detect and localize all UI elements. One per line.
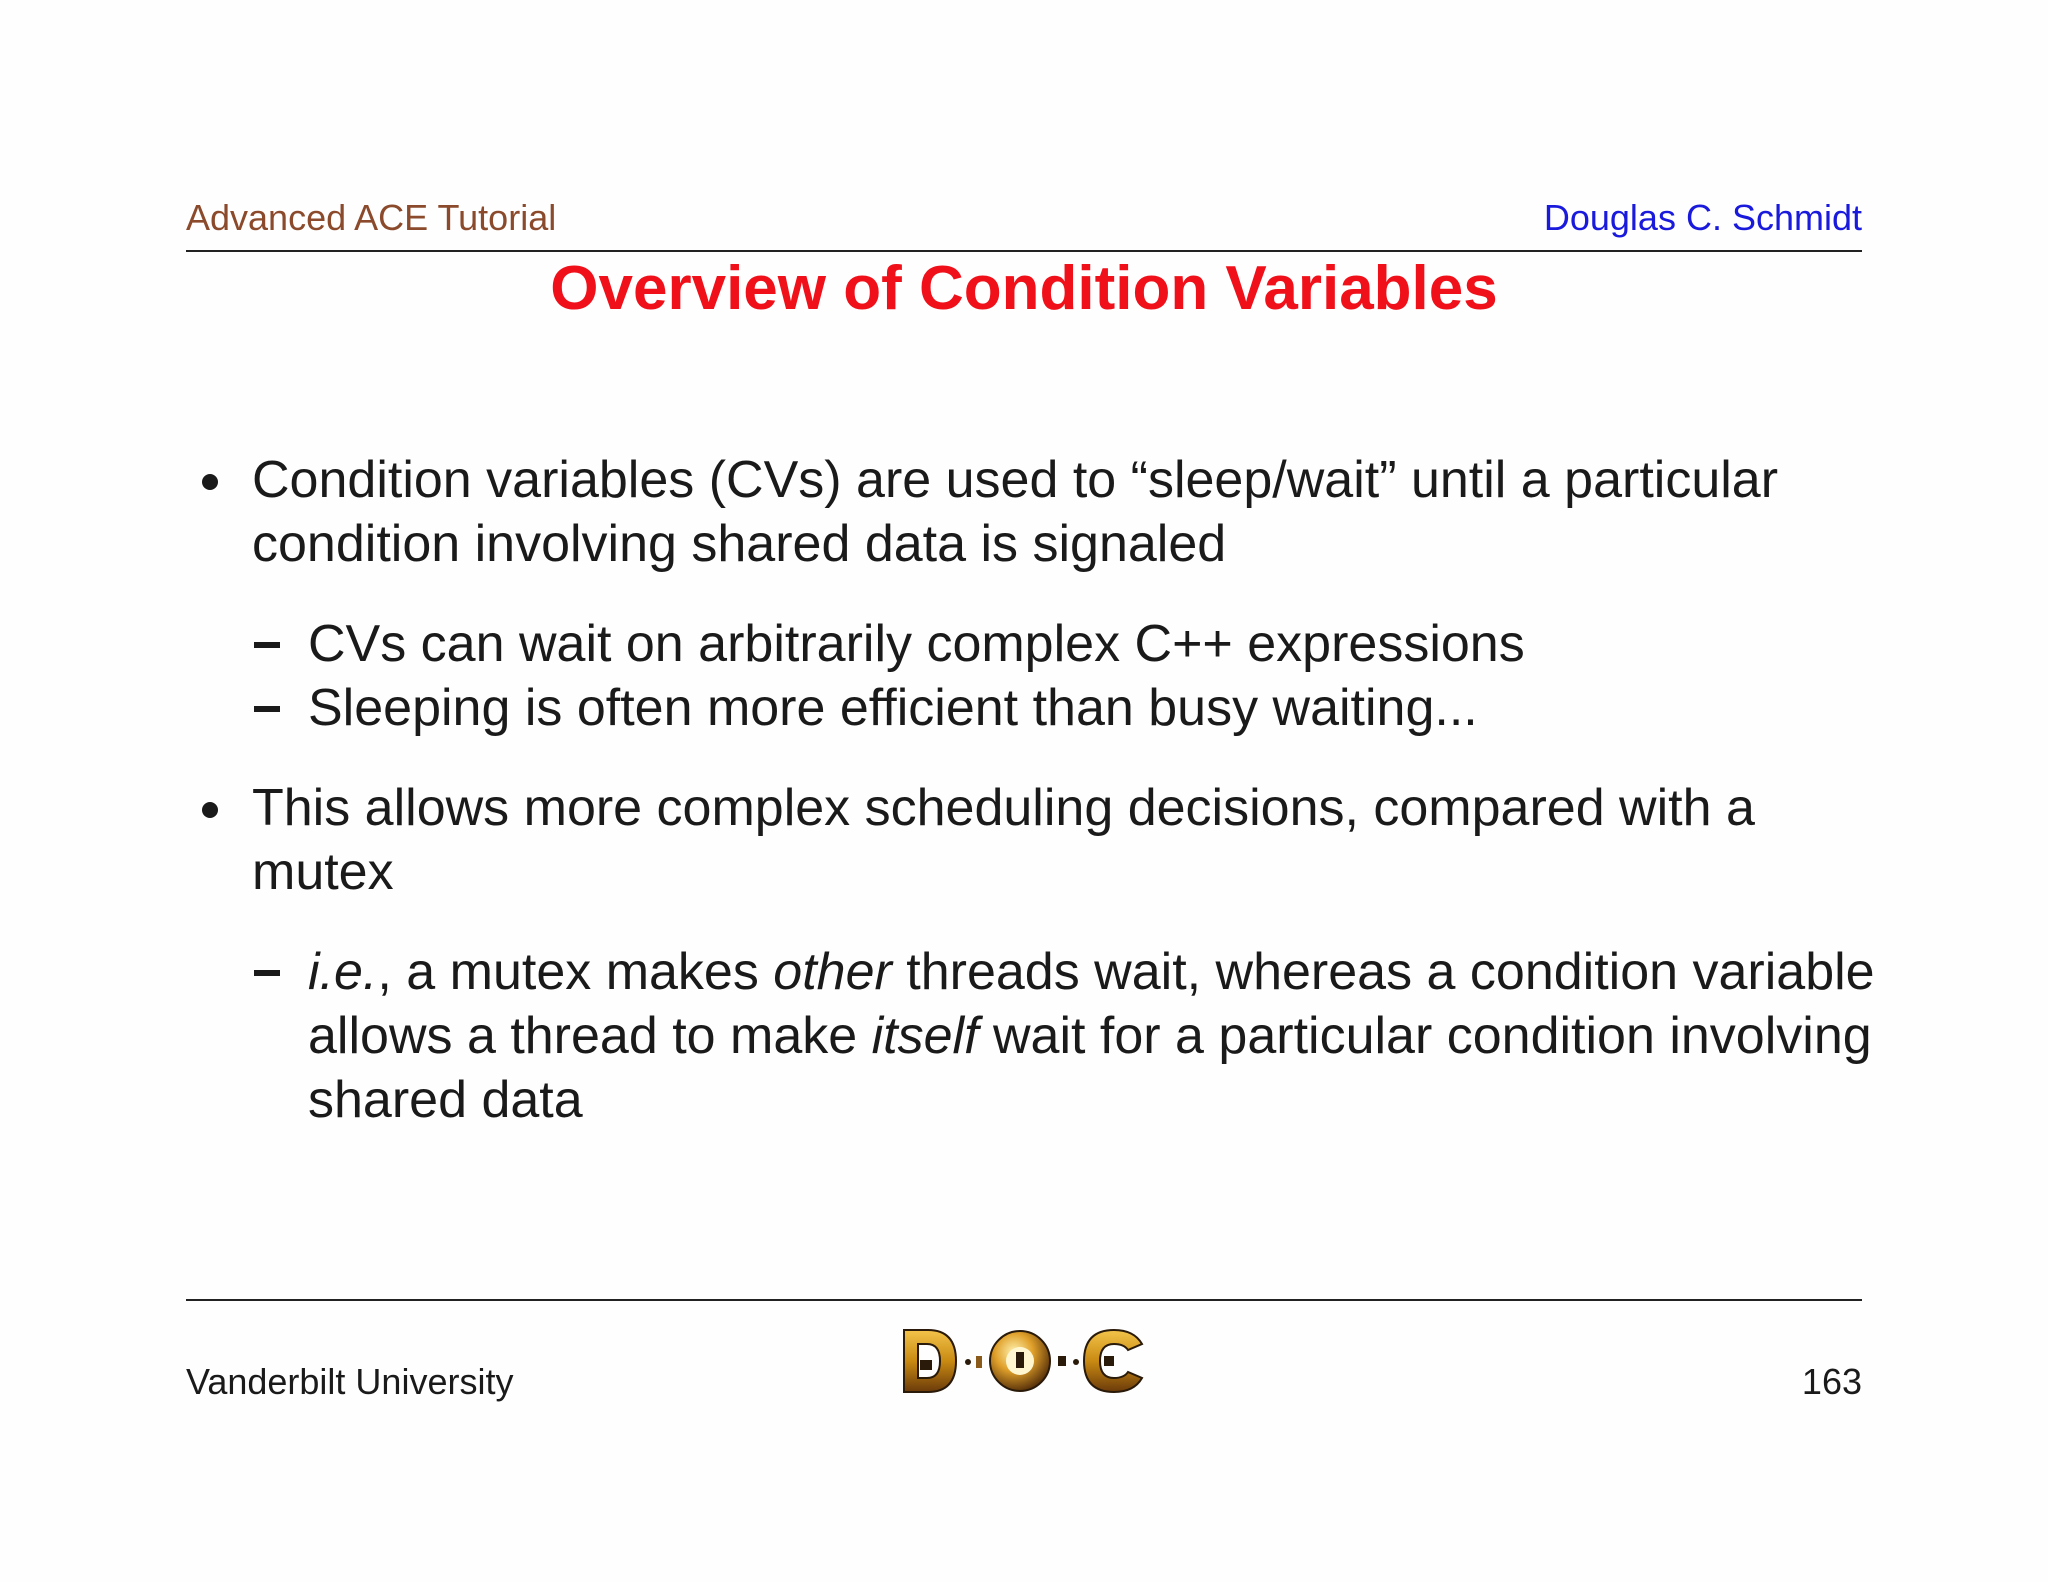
slide-title: Overview of Condition Variables <box>550 254 1498 323</box>
bullet-dot-icon <box>202 474 218 490</box>
sub-text-part: threads wait, whereas a condition variable allows a thread to make <box>308 943 1875 1065</box>
dash-icon <box>254 706 280 712</box>
logo-dot <box>965 1359 971 1365</box>
bullet-dot-icon <box>202 802 218 818</box>
footer-divider <box>186 1299 1862 1301</box>
logo-u-mark <box>1058 1356 1066 1366</box>
slide-content <box>186 448 1876 1132</box>
doc-group-logo <box>900 1324 1150 1398</box>
sub-bullet-text: CVs can wait on arbitrarily complex C++ expressions <box>308 615 1525 673</box>
itself-emphasis: itself <box>871 1007 979 1065</box>
sub-text-part: , a mutex makes <box>377 943 774 1001</box>
sub-bullet-text <box>308 943 1875 1129</box>
logo-o-mark <box>1016 1352 1024 1368</box>
logo-r-mark <box>976 1356 982 1368</box>
sub-bullet-item <box>186 940 1876 1132</box>
sub-text-part: wait for a particular condition involving shared data <box>308 1007 1872 1129</box>
sub-bullet-item <box>186 612 1876 676</box>
ie-emphasis: i.e. <box>308 943 378 1001</box>
logo-g-box <box>920 1360 932 1370</box>
footer-institution: Vanderbilt University <box>186 1361 514 1402</box>
bullet-item <box>186 448 1876 576</box>
dash-icon <box>254 970 280 976</box>
page-number: 163 <box>1801 1361 1862 1402</box>
sub-bullet-item <box>186 676 1876 740</box>
bullet-item <box>186 776 1876 904</box>
bullet-text: Condition variables (CVs) are used to “sleep/wait” until a particular condition involving shared data is signaled <box>252 451 1779 573</box>
logo-p-mark <box>1104 1356 1114 1366</box>
bullet-text: This allows more complex scheduling decisions, compared with a mutex <box>252 779 1755 901</box>
other-emphasis: other <box>773 943 892 1001</box>
dash-icon <box>254 642 280 648</box>
logo-dot <box>1073 1359 1079 1365</box>
header-course-title: Advanced ACE Tutorial <box>186 197 557 238</box>
header-author: Douglas C. Schmidt <box>1543 197 1862 238</box>
sub-bullet-text: Sleeping is often more efficient than busy waiting... <box>308 679 1478 737</box>
